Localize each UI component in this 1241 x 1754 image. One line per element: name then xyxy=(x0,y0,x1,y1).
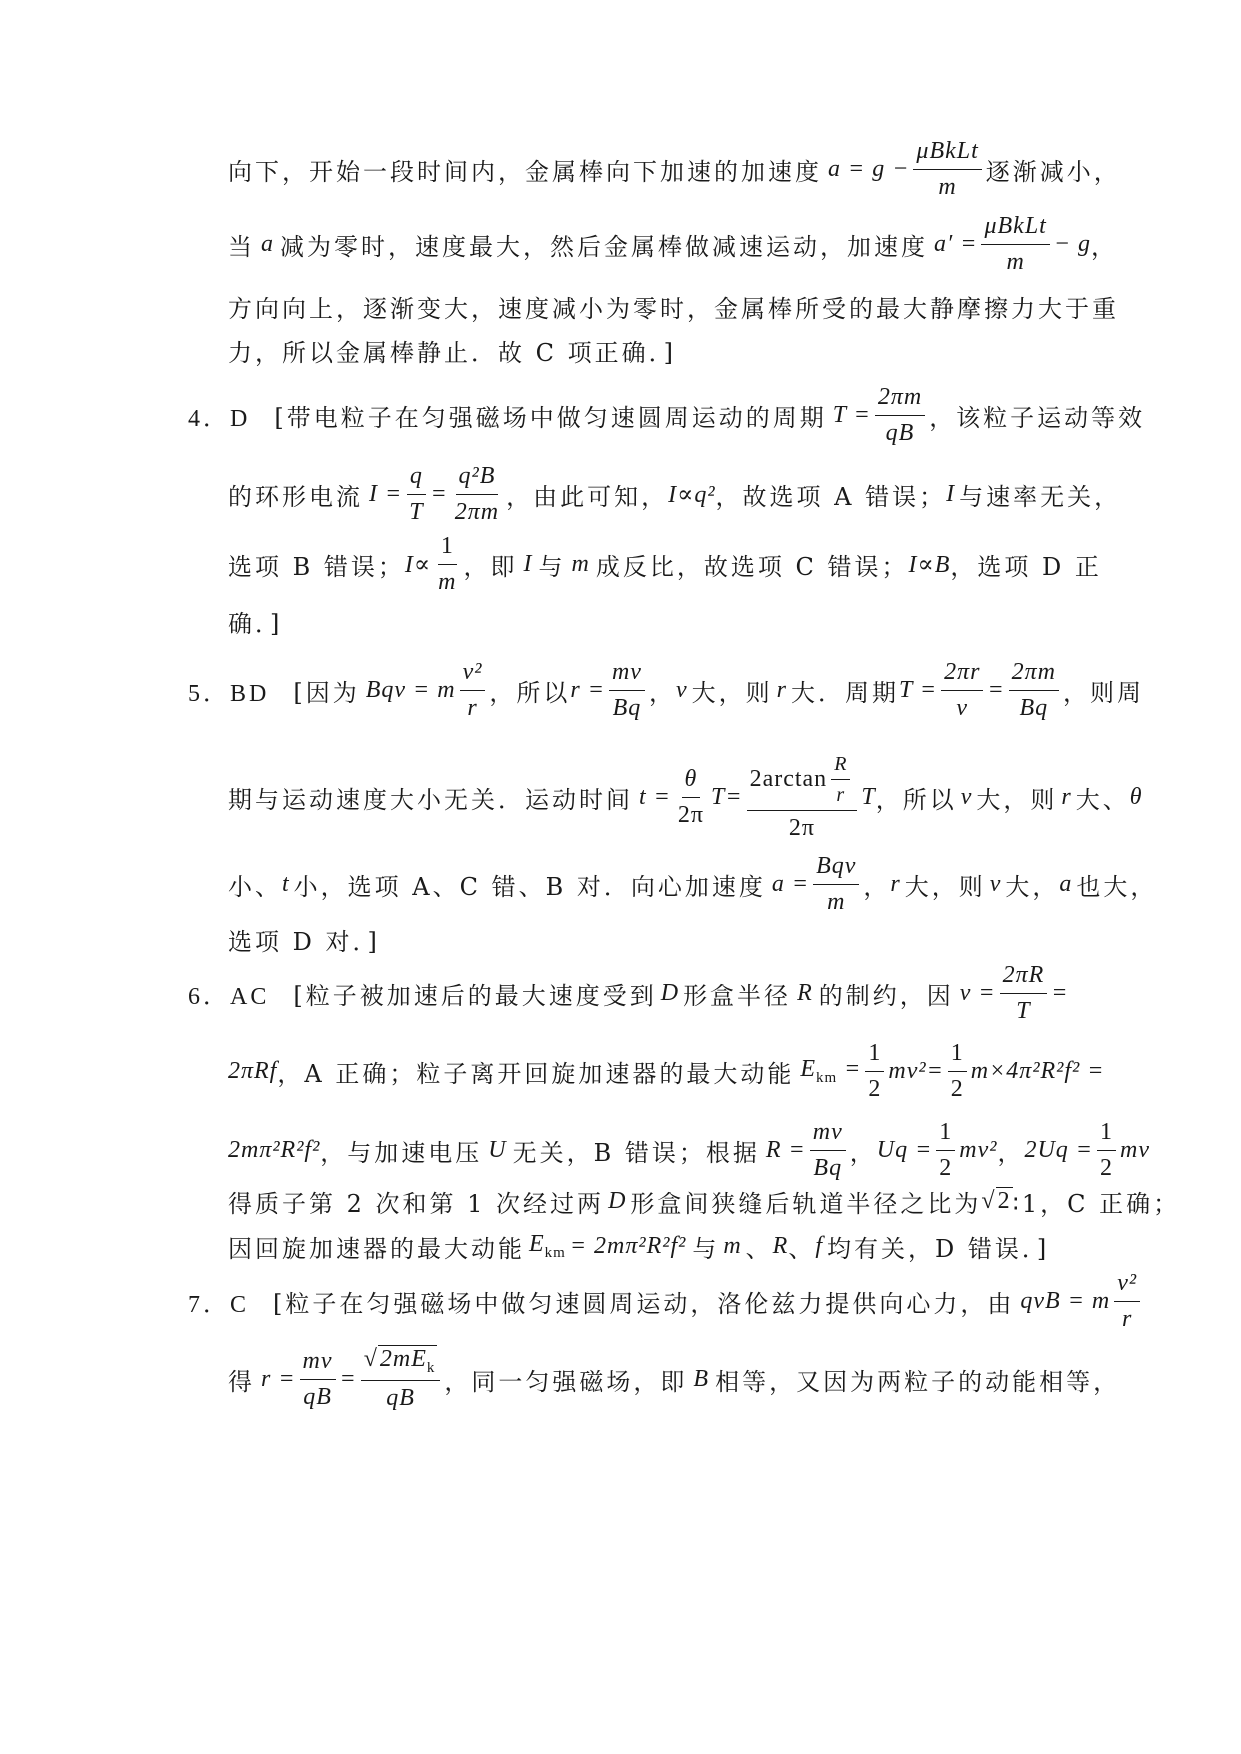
denominator: m xyxy=(438,568,457,595)
denominator: m xyxy=(827,888,846,915)
denominator: 2 xyxy=(939,1154,953,1181)
text-segment: ∶1，C 正确； xyxy=(1012,1189,1181,1218)
denominator: 2 xyxy=(950,1075,964,1102)
text-line: 2πRf ，A 正确；粒子离开回旋加速器的最大动能 $E_{km}$ = $\frac{1}{2}$ mv² = $\frac{1}{2}$ m×4π²R²f² = xyxy=(228,1040,1105,1102)
denominator: 2π xyxy=(677,801,704,828)
math-variable: m xyxy=(571,550,590,577)
fraction xyxy=(609,659,645,721)
text-segment: ，所以 xyxy=(489,678,571,707)
math-variable: R xyxy=(797,979,813,1006)
math-variable: v xyxy=(989,870,1002,897)
math-expression: I∝q² xyxy=(668,481,716,508)
text-segment: 当 xyxy=(228,232,255,261)
math-expression: 2mπ²R²f² xyxy=(228,1136,321,1163)
text-segment: 与 xyxy=(538,552,566,581)
math-variable: r xyxy=(776,676,787,703)
numerator: 2πR xyxy=(1000,962,1048,993)
numerator: 2πm xyxy=(875,384,925,415)
denominator: m xyxy=(1006,248,1025,275)
text-line: 得 r = $\frac{mv}{qB}$ = $\frac{√2mE_k}{qB}$ ，同一匀强磁场，即 B 相等，又因为两粒子的动能相等， xyxy=(228,1346,1121,1412)
numerator: 2πr xyxy=(941,659,983,690)
text-segment: 、 xyxy=(745,1234,773,1263)
math-variable: $E_{km}$ = xyxy=(800,1055,862,1086)
fraction xyxy=(831,753,850,806)
denominator: r xyxy=(467,694,478,721)
math-variable: I xyxy=(946,480,956,507)
numerator: Bqv xyxy=(813,853,859,884)
numerator: μBkLt xyxy=(981,213,1049,244)
denominator: m xyxy=(938,173,957,200)
math-variable: v xyxy=(675,676,688,703)
text-segment: ， xyxy=(863,872,891,901)
text-line xyxy=(228,315,676,385)
text-segment: ，所以 xyxy=(875,785,957,814)
text-segment: 期与运动速度大小无关．运动时间 xyxy=(228,785,633,814)
math-expression: qvB = m xyxy=(1020,1287,1111,1314)
text-segment: [粒子在匀强磁场中做匀速圆周运动，洛伦兹力提供向心力，由 xyxy=(273,1289,1015,1318)
denominator: Bq xyxy=(813,1154,843,1181)
fraction xyxy=(875,384,925,446)
denominator: 2 xyxy=(1099,1154,1113,1181)
text-segment: ，故选项 A 错误； xyxy=(715,482,947,511)
numerator: 2πm xyxy=(1009,659,1059,690)
math-expression: mv² xyxy=(888,1057,927,1084)
E-symbol: E xyxy=(800,1055,816,1082)
text-segment: 方向向上，逐渐变大，速度减小为零时，金属棒所受的最大静摩擦力大于重 xyxy=(228,294,1119,323)
math-variable: t xyxy=(282,870,290,897)
text-line: 6．AC [粒子被加速后的最大速度受到 D 形盒半径 R 的制约，因 v = $\frac{2\pi R}{T}$ = xyxy=(188,962,1069,1024)
math-expression: = 2mπ²R²f² xyxy=(569,1232,687,1259)
numerator: 1 xyxy=(438,533,457,564)
math-expression: Uq = xyxy=(876,1136,933,1163)
radicand-text: 2mE xyxy=(379,1346,427,1373)
fraction xyxy=(361,1346,441,1412)
text-segment: 相等，又因为两粒子的动能相等， xyxy=(715,1367,1121,1396)
text-segment: 形盒半径 xyxy=(683,981,792,1010)
text-segment: [粒子被加速后的最大速度受到 xyxy=(293,981,657,1010)
math-expression: mv xyxy=(1119,1136,1150,1163)
fraction xyxy=(1000,962,1048,1024)
text-segment: 的环形电流 xyxy=(228,482,363,511)
text-segment: 与速率无关， xyxy=(959,482,1122,511)
math-variable: m xyxy=(723,1232,742,1259)
numerator: v² xyxy=(460,659,486,690)
text-line xyxy=(188,380,1145,450)
fraction xyxy=(981,213,1049,275)
text-segment: ， xyxy=(1091,232,1119,261)
text-segment: 也大， xyxy=(1076,872,1158,901)
numerator: q xyxy=(407,463,426,494)
item-number: 7．C xyxy=(188,1291,250,1318)
math-variable: T xyxy=(861,783,876,810)
math-expression: 2Uq = xyxy=(1024,1136,1093,1163)
text-segment: 大，则 xyxy=(976,785,1058,814)
math-variable: f xyxy=(815,1232,823,1259)
numerator: 1 xyxy=(865,1040,884,1071)
numerator: R xyxy=(831,753,850,780)
numerator: 1 xyxy=(936,1119,955,1150)
text-segment: 大，则 xyxy=(904,872,986,901)
text-line xyxy=(188,1266,1144,1336)
fraction xyxy=(435,533,459,595)
text-segment: 向下，开始一段时间内，金属棒向下加速的加速度 xyxy=(228,157,822,186)
fraction xyxy=(865,1040,884,1102)
math-variable: U xyxy=(488,1136,507,1163)
fraction xyxy=(300,1348,336,1410)
denominator: 2 xyxy=(868,1075,882,1102)
item-number: 4．D xyxy=(188,405,251,432)
text-segment: 确．] xyxy=(228,609,283,638)
denominator: qB xyxy=(386,1385,415,1412)
subscript: km xyxy=(816,1069,838,1086)
sqrt-radicand: 2 xyxy=(997,1187,1011,1214)
math-variable: R xyxy=(772,1232,789,1259)
arctan-text: 2arctan xyxy=(749,766,828,793)
numerator: mv xyxy=(300,1348,336,1379)
text-segment: 减为零时，速度最大，然后金属棒做减速运动，加速度 xyxy=(280,232,928,261)
fraction xyxy=(452,463,502,525)
numerator: v² xyxy=(1114,1270,1140,1301)
math-variable: D xyxy=(608,1187,627,1214)
item-number: 5．BD xyxy=(188,680,270,707)
sqrt-radicand xyxy=(378,1345,438,1376)
text-segment: ，即 xyxy=(463,552,518,581)
denominator: T xyxy=(409,498,424,525)
math-variable: v xyxy=(960,783,973,810)
math-expression: a = g − xyxy=(828,155,910,182)
text-segment: 选项 B 错误； xyxy=(228,552,405,581)
denominator: Bq xyxy=(612,694,642,721)
numerator: $√2mE_k$ xyxy=(361,1346,441,1381)
math-expression: a′ = xyxy=(934,230,978,257)
fraction xyxy=(941,659,983,721)
text-segment: 无关，B 错误；根据 xyxy=(512,1138,760,1167)
math-expression: v = xyxy=(959,979,996,1006)
fraction xyxy=(747,753,858,841)
text-line xyxy=(228,586,282,656)
text-segment: 得 xyxy=(228,1367,255,1396)
denominator: r xyxy=(836,783,846,806)
text-line: 期与运动速度大小无关．运动时间 t = $\frac{\theta}{2\pi}$ T = 2arctan $\frac{R}{r}$ 2π T ，所以 v 大，则 r 大、 θ xyxy=(228,752,1143,841)
text-segment: 因回旋加速器的最大动能 xyxy=(228,1234,525,1263)
denominator: qB xyxy=(303,1383,332,1410)
numerator: θ xyxy=(682,766,701,797)
math-variable: D xyxy=(660,979,680,1006)
math-expression: a = xyxy=(771,870,810,897)
fraction xyxy=(1114,1270,1140,1332)
text-segment: ，该粒子运动等效 xyxy=(929,403,1146,432)
denominator: Bq xyxy=(1019,694,1049,721)
math-variable: a xyxy=(261,230,274,257)
denominator: T xyxy=(1016,997,1031,1024)
text-segment: 的制约，因 xyxy=(818,981,954,1010)
math-expression: r = xyxy=(570,676,605,703)
text-segment: 大， xyxy=(1005,872,1060,901)
math-expression: − g xyxy=(1053,230,1092,257)
numerator: μBkLt xyxy=(913,138,981,169)
text-line: 的环形电流 I = $\frac{q}{T}$ = $\frac{\text{q²B}}{2\pi m}$ ，由此可知， I∝q² ，故选项 A 错误； I 与速率无关， xyxy=(228,463,1122,525)
math-variable xyxy=(529,1231,566,1262)
sqrt-symbol: √2 xyxy=(981,1187,1011,1214)
fraction xyxy=(406,463,426,525)
text-line: 2mπ²R²f² ，与加速电压 U 无关，B 错误；根据 R = $\frac{mv}{Bq}$ ， Uq = $\frac{1}{2}$ mv² ， 2Uq = $\frac{1}{2}$ mv xyxy=(228,1119,1150,1181)
denominator: 2π xyxy=(788,814,816,841)
fraction xyxy=(913,138,981,200)
numerator: q²B xyxy=(456,463,499,494)
math-expression: I∝B xyxy=(908,551,951,578)
fraction xyxy=(1009,659,1059,721)
E-symbol: E xyxy=(529,1230,545,1257)
text-segment: 成反比，故选项 C 错误； xyxy=(595,552,909,581)
math-expression: mv² xyxy=(959,1136,998,1163)
numerator: mv xyxy=(609,659,645,690)
text-segment: ， xyxy=(648,678,676,707)
text-segment: 小、 xyxy=(228,872,282,901)
denominator: qB xyxy=(885,419,915,446)
text-segment: ，同一匀强磁场，即 xyxy=(444,1367,688,1396)
text-segment: 形盒间狭缝后轨道半径之比为 xyxy=(630,1189,982,1218)
math-expression: I = xyxy=(369,480,403,507)
math-expression: T = xyxy=(898,676,938,703)
text-segment: ，与加速电压 xyxy=(320,1138,483,1167)
text-segment: 小，选项 A、C 错、B 对．向心加速度 xyxy=(293,872,766,901)
math-expression: I∝ xyxy=(404,551,432,578)
text-segment: 均有关，D 错误．] xyxy=(827,1234,1050,1263)
fraction xyxy=(675,766,707,828)
text-segment: 选项 D 对．] xyxy=(228,927,380,956)
item-number: 6．AC xyxy=(188,983,270,1010)
math-variable: r xyxy=(1061,783,1072,810)
text-line xyxy=(228,529,1102,599)
math-variable: T xyxy=(711,783,726,810)
text-segment: 逐渐减小， xyxy=(985,157,1121,186)
math-expression: R = xyxy=(765,1136,806,1163)
text-line: 5．BD [因为 Bqv = m $\frac{\text{v²}}{r}$ ，所以 r = $\frac{mv}{Bq}$ ， v 大，则 r 大．周期 T = $\frac{2\pi r}{v}$ = $\frac{2\pi m}{Bq}$ ，则周 xyxy=(188,659,1144,721)
text-line xyxy=(228,209,1118,279)
math-expression: r = xyxy=(261,1365,296,1392)
fraction xyxy=(813,853,859,915)
subscript: k xyxy=(426,1359,436,1376)
text-segment: [因为 xyxy=(293,678,360,707)
text-segment: 与 xyxy=(692,1234,720,1263)
numerator: 1 xyxy=(1097,1119,1116,1150)
text-segment: 、 xyxy=(788,1234,816,1263)
math-variable: a xyxy=(1059,870,1073,897)
numerator: mv xyxy=(810,1119,846,1150)
text-line xyxy=(228,134,1121,204)
text-segment: [带电粒子在匀强磁场中做匀速圆周运动的周期 xyxy=(274,403,827,432)
text-segment: ，A 正确；粒子离开回旋加速器的最大动能 xyxy=(277,1059,795,1088)
fraction xyxy=(460,659,486,721)
text-segment: ，由此可知， xyxy=(506,482,669,511)
numerator xyxy=(747,753,858,811)
numerator: 1 xyxy=(948,1040,967,1071)
text-segment: 大．周期 xyxy=(790,678,899,707)
denominator: r xyxy=(1121,1305,1133,1332)
denominator: v xyxy=(956,694,969,721)
subscript: km xyxy=(544,1244,566,1261)
math-expression: T = xyxy=(832,401,871,428)
math-variable: θ xyxy=(1129,783,1143,810)
math-variable: r xyxy=(890,870,901,897)
math-expression: Bqv = m xyxy=(365,676,456,703)
text-segment: ，则周 xyxy=(1063,678,1144,707)
math-variable: I xyxy=(523,550,533,577)
math-variable: B xyxy=(693,1365,710,1392)
text-segment: 大、 xyxy=(1075,785,1130,814)
math-expression: 2πRf xyxy=(228,1057,278,1084)
denominator: 2πm xyxy=(454,498,500,525)
text-segment: 大，则 xyxy=(691,678,773,707)
math-expression: m×4π²R²f² = xyxy=(970,1057,1105,1084)
text-segment: 得质子第 2 次和第 1 次经过两 xyxy=(228,1189,605,1218)
text-segment: ，选项 D 正 xyxy=(950,552,1102,581)
fraction xyxy=(948,1040,967,1102)
math-expression: t = xyxy=(639,783,671,810)
text-segment: 力，所以金属棒静止．故 C 项正确．] xyxy=(228,338,676,367)
